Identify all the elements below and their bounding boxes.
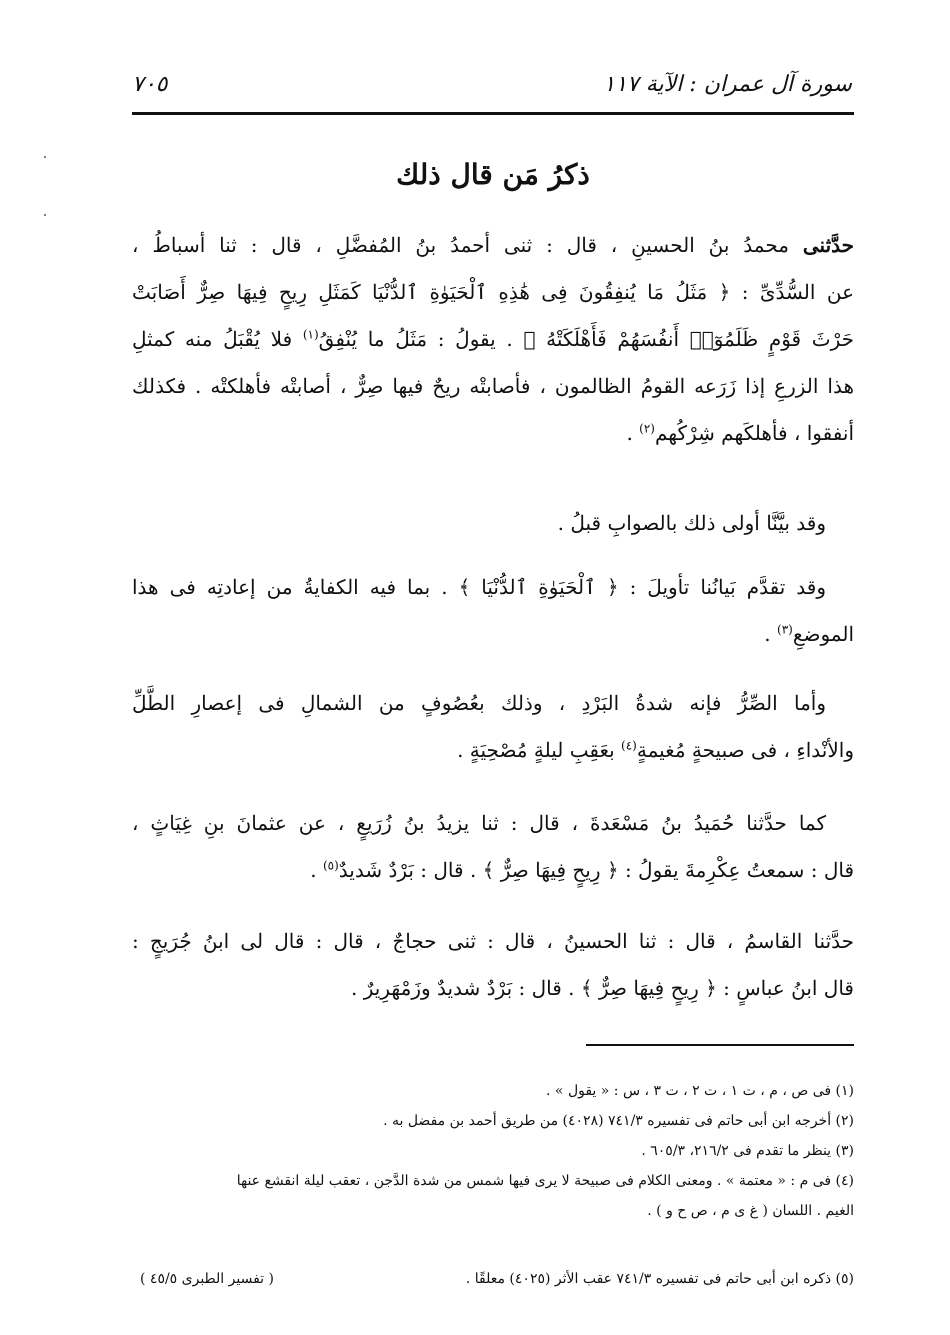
- volume-note: ( تفسير الطبرى ٤٥/٥ ): [140, 1271, 274, 1287]
- paragraph-line: وقد تقدَّم بَيانُنا تأويلَ : ﴿ ٱلْحَيَوٰةِ ٱلدُّنْيَا ﴾ . بما فيه الكفايةُ من إعادتِه فى هذا: [132, 575, 826, 599]
- running-header: [132, 64, 852, 104]
- footnote-ref: (٣): [777, 622, 793, 637]
- paragraph-1: [132, 222, 854, 457]
- paragraph-line: هذا الزرعِ إذا زَرَعه القومُ الظالمون ، فأصابتْه ريحٌ فيها صِرٌّ ، أصابتْه فأهلكتْه . فكذلك: [132, 374, 854, 398]
- footnote-5: (٥) ذكره ابن أبى حاتم فى تفسيره ٧٤١/٣ عقب الأثر (٤٠٢٥) معلقًا .: [465, 1271, 854, 1287]
- paragraph-line: وقد بيَّنَّا أولى ذلك بالصوابِ قبلُ .: [557, 511, 826, 535]
- paragraph-line: كما حدَّثنا حُمَيدُ بنُ مَسْعَدةَ ، قال : ثنا يزيدُ بنُ زُرَيعٍ ، عن عثمانَ بنِ غِيَاثٍ ،: [132, 811, 826, 835]
- footnote-2: (٢) أخرجه ابن أبى حاتم فى تفسيره ٧٤١/٣ (٤٠٢٨) من طريق أحمد بن مفضل به .: [383, 1113, 854, 1129]
- paragraph-line: والأنْداءِ ، فى صبيحةٍ مُغيمةٍ$^{(٤)}$ بعَقِبِ ليلةٍ مُصْحِيَةٍ .: [457, 738, 854, 762]
- running-title: سورة آل عمران : الآية ١١٧: [603, 71, 852, 97]
- footnotes: [132, 1076, 854, 1226]
- paragraph-line: الموضعِ$^{(٣)}$ .: [764, 622, 854, 646]
- paragraph-line: قال ابنُ عباسٍ : ﴿ رِيحٍ فِيهَا صِرٌّ ﴾ . قال : بَرْدٌ شديدٌ وزَمْهَرِيرٌ .: [351, 976, 854, 1000]
- paragraph-line: قال : سمعتُ عِكْرِمةَ يقولُ : ﴿ رِيحٍ فِيهَا صِرٌّ ﴾ . قال : بَرْدٌ شَديدٌ$^{(٥)}$ .: [310, 858, 854, 882]
- paragraph-6: [132, 918, 854, 1012]
- paragraph-line: وأما الصِّرُّ فإنه شدةُ البَرْدِ ، وذلك بعُصُوفٍ من الشمالِ فى إعصارِ الطَّلِّ: [132, 691, 826, 715]
- scan-speck: [44, 156, 46, 158]
- paragraph-4: [132, 680, 854, 774]
- scan-speck: [44, 214, 46, 216]
- footnote-1: (١) فى ص ، م ، ت ١ ، ت ٢ ، ت ٣ ، س : « يقول » .: [546, 1083, 854, 1099]
- paragraph-line: [132, 222, 854, 269]
- footnote-4: (٤) فى م : « معتمة » . ومعنى الكلام فى صبيحة لا يرى فيها شمس من شدة الدَّجن ، تعقب ليلة انقشع عنها: [236, 1173, 854, 1189]
- footnote-3: (٣) ينظر ما تقدم فى ٢١٦/٢، ٦٠٥/٣ .: [641, 1143, 854, 1159]
- bold-lead: حدَّثنى: [802, 233, 854, 257]
- footnote-5-row: [132, 1264, 854, 1294]
- paragraph-line: عن السُّدِّىِّ : ﴿ مَثَلُ مَا يُنفِقُونَ فِى هَٰذِهِ ٱلْحَيَوٰةِ ٱلدُّنْيَا كَمَثَلِ رِيحٍ فِيهَا صِرٌّ أَصَابَتْ: [132, 280, 854, 304]
- paragraph-2: [132, 500, 854, 547]
- footnote-separator: [586, 1044, 854, 1046]
- paragraph-line: حَرْثَ قَوْمٍ ظَلَمُوٓا۟ أَنفُسَهُمْ فَأَهْلَكَتْهُ ﴾ . يقولُ : مَثَلُ ما يُنْفِقُ$^{(١)}$ فلا يُقْبَلُ منه كمثلِ: [132, 327, 854, 351]
- line-rest: محمدُ بنُ الحسينِ ، قال : ثنى أحمدُ بنُ المُفضَّلِ ، قال : ثنا أسباطُ ،: [132, 233, 803, 257]
- paragraph-3: [132, 564, 854, 658]
- footnote-ref: (٤): [621, 738, 637, 753]
- header-rule: [132, 112, 854, 115]
- footnote-ref: (٢): [639, 421, 655, 436]
- section-title: ذكرُ مَن قال ذلك: [396, 158, 590, 191]
- paragraph-line: حدَّثنا القاسمُ ، قال : ثنا الحسينُ ، قال : ثنى حجاجٌ ، قال : قال لى ابنُ جُرَيجٍ :: [132, 929, 854, 953]
- footnote-ref: (٥): [322, 858, 339, 873]
- footnote-ref: (١): [302, 327, 319, 342]
- paragraph-line: أنفقوا ، فأهلكَهم شِرْكُهم$^{(٢)}$ .: [626, 421, 854, 445]
- page-number: ٧٠٥: [132, 71, 168, 97]
- footnote-4-continued: الغيم . اللسان ( غ ى م ، ص ح و ) .: [647, 1203, 854, 1219]
- paragraph-5: [132, 800, 854, 894]
